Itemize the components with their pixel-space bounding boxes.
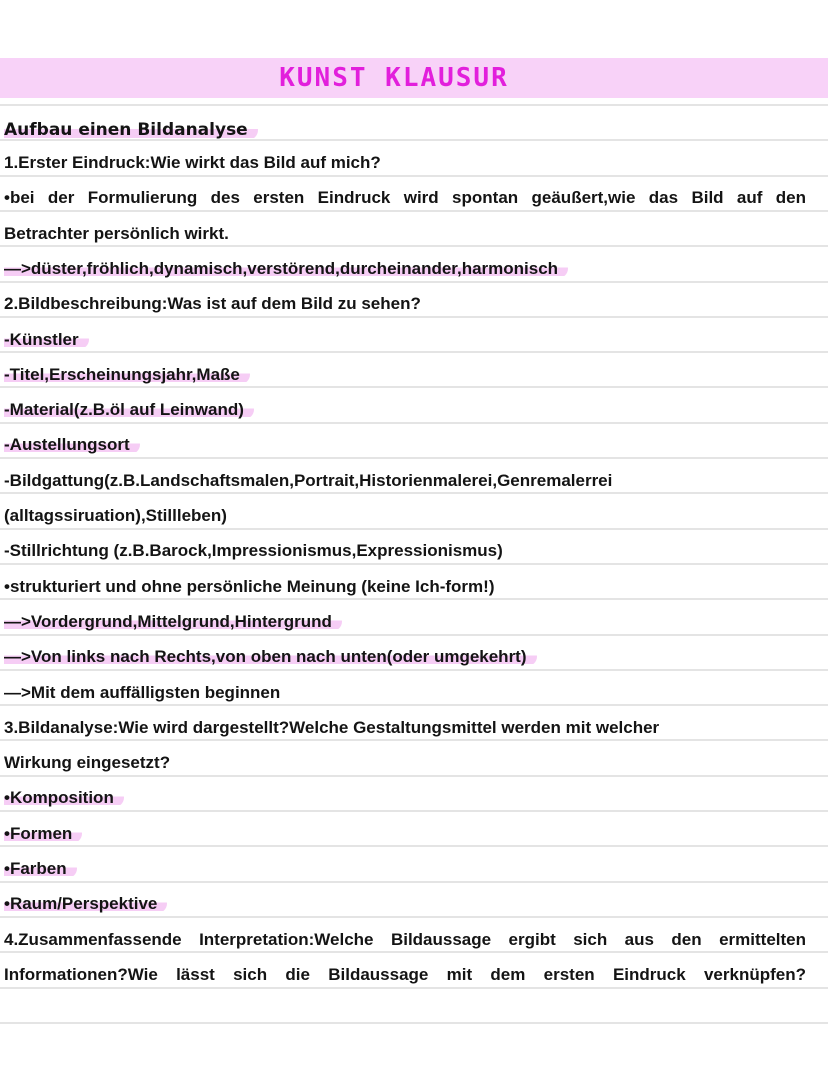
note-line — [4, 608, 816, 636]
note-line-text: -Stillrichtung (z.B.Barock,Impressionismus,Expressionismus) — [4, 541, 503, 561]
note-line — [4, 326, 816, 354]
note-line — [4, 573, 816, 601]
note-line-text: —>Mit dem auffälligsten beginnen — [4, 682, 281, 702]
note-line — [4, 643, 816, 671]
note-line — [4, 537, 816, 565]
note-line-text: —>Von links nach Rechts,von oben nach unten(oder umgekehrt) — [4, 647, 537, 666]
note-line — [4, 502, 816, 530]
note-line-text: •Raum/Perspektive — [4, 894, 167, 913]
note-line-text: Betrachter persönlich wirkt. — [4, 223, 229, 243]
note-line-text: Wirkung eingesetzt? — [4, 753, 171, 773]
note-line — [4, 431, 816, 459]
note-line — [4, 184, 816, 212]
note-line — [4, 679, 816, 707]
section-heading — [4, 116, 816, 144]
note-line — [4, 784, 816, 812]
note-line — [4, 255, 816, 283]
note-line — [4, 749, 816, 777]
note-line-text: •strukturiert und ohne persönliche Meinung (keine Ich-form!) — [4, 576, 495, 596]
note-line — [4, 926, 816, 954]
note-line — [4, 149, 816, 177]
note-line-text: —>Vordergrund,Mittelgrund,Hintergrund — [4, 612, 342, 631]
note-line-text: •Farben — [4, 859, 77, 878]
note-line — [4, 290, 816, 318]
note-line-text: •Komposition — [4, 788, 124, 807]
note-line-text: •Formen — [4, 824, 82, 843]
page-title: KUNST KLAUSUR — [279, 63, 509, 93]
note-line-text: -Titel,Erscheinungsjahr,Maße — [4, 365, 250, 384]
note-line-text: (alltagssiruation),Stillleben) — [4, 506, 227, 525]
note-line — [4, 220, 816, 248]
note-line-text: •bei der Formulierung des ersten Eindruck wird spontan geäußert,wie das Bild auf den — [4, 188, 806, 208]
section-heading-text: Aufbau einen Bildanalyse — [4, 120, 258, 140]
note-line — [4, 467, 816, 495]
note-line-text: —>düster,fröhlich,dynamisch,verstörend,durcheinander,harmonisch — [4, 259, 568, 278]
note-line — [4, 820, 816, 848]
note-line — [4, 396, 816, 424]
note-line — [4, 714, 816, 742]
note-line — [4, 890, 816, 918]
note-line-text: -Material(z.B.öl auf Leinwand) — [4, 400, 254, 419]
ruled-line — [0, 1022, 828, 1024]
note-line-text: -Bildgattung(z.B.Landschaftsmalen,Portrait,Historienmalerei,Genremalerrei — [4, 470, 613, 490]
note-line-text: 1.Erster Eindruck:Wie wirkt das Bild auf mich? — [4, 153, 381, 172]
note-line-text: -Austellungsort — [4, 435, 140, 454]
note-line-text: -Künstler — [4, 330, 89, 349]
note-line-text: 3.Bildanalyse:Wie wird dargestellt?Welche Gestaltungsmittel werden mit welcher — [4, 717, 660, 737]
note-line-text: 4.Zusammenfassende Interpretation:Welche Bildaussage ergibt sich aus den ermittelten — [4, 929, 806, 949]
note-line — [4, 361, 816, 389]
note-line-text: 2.Bildbeschreibung:Was ist auf dem Bild zu sehen? — [4, 294, 421, 314]
note-line — [4, 961, 816, 989]
ruled-line — [0, 104, 828, 106]
note-line — [4, 855, 816, 883]
note-line-text: Informationen?Wie lässt sich die Bildaussage mit dem ersten Eindruck verknüpfen? — [4, 964, 806, 984]
